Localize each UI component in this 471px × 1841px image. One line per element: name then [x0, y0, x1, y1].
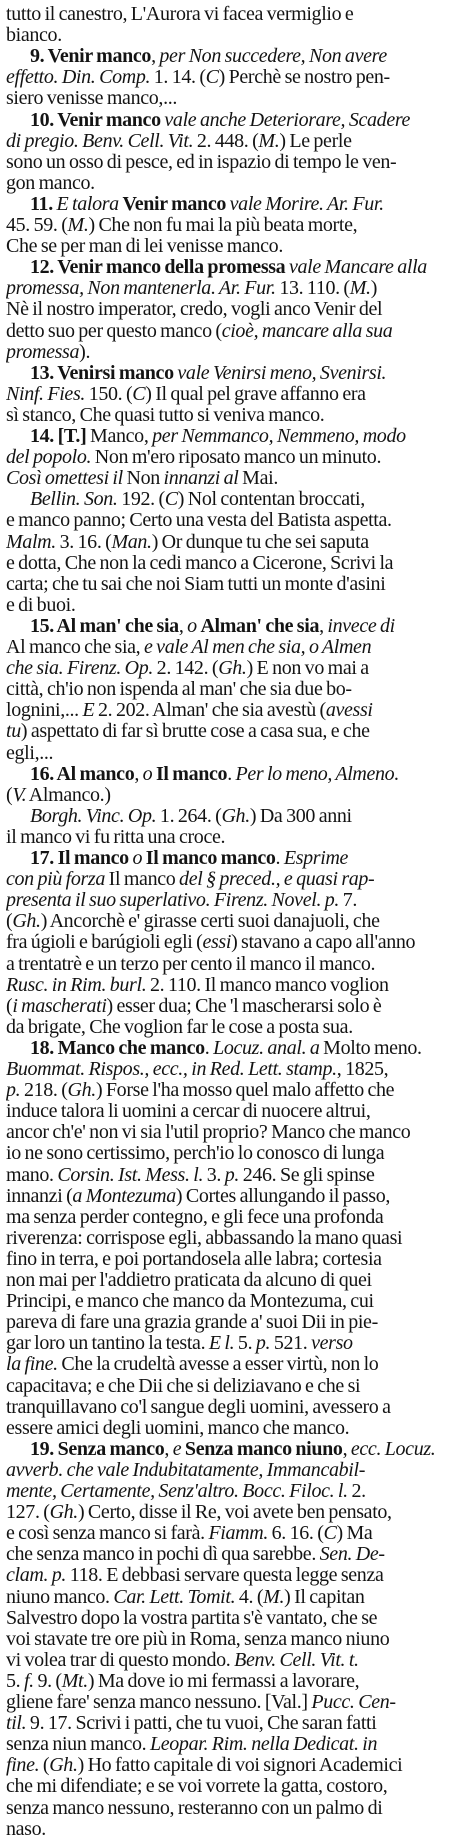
- italic-text: effetto. Din. Comp.: [6, 66, 151, 89]
- italic-text: promessa, Non mantenerla. Ar. Fur.: [6, 277, 276, 300]
- body-text: (: [6, 783, 13, 806]
- body-text: 5.: [6, 1669, 24, 1692]
- italic-text: E l.: [208, 1332, 235, 1355]
- body-text: Nè il nostro imperator, credo, vogli anco Venir del: [6, 298, 383, 321]
- entry-heading: Il manco: [155, 762, 228, 785]
- body-text: (: [39, 1754, 50, 1777]
- body-text: 4. (: [235, 1585, 264, 1608]
- body-text: (: [6, 994, 13, 1017]
- body-text: ) Certo, disse il Re, voi avete ben pensato,: [77, 1501, 392, 1524]
- italic-text: Rusc. in Rim. burl.: [6, 973, 147, 996]
- italic-text: Buommat. Rispos., ecc., in Red. Lett. stamp.: [6, 1058, 337, 1080]
- body-text: senza niun manco.: [6, 1733, 150, 1756]
- entry-heading: Il manco manco: [145, 847, 276, 869]
- body-text: Che se per man di lei venisse manco.: [6, 235, 283, 258]
- body-text: .: [275, 847, 284, 869]
- body-text: ) Che non fu mai la più beata morte,: [88, 214, 358, 236]
- italic-text: Gh.: [49, 1754, 78, 1777]
- italic-text: vale anche Deteriorare, Scadere: [164, 108, 411, 131]
- body-text: 13. 110. (: [275, 277, 350, 300]
- entry-heading: Venir manco: [122, 192, 226, 215]
- italic-text: Malm.: [6, 530, 56, 553]
- body-text: tutto il canestro, L'Aurora vi facea vermiglio e: [6, 3, 354, 25]
- body-text: non mai per l'addietro praticata da alcuno di quei: [6, 1269, 372, 1291]
- body-text: ,: [134, 762, 143, 785]
- italic-text: C: [164, 488, 178, 511]
- body-text: ) Ma: [336, 1522, 373, 1545]
- italic-text: Car. Lett. Tomit.: [113, 1585, 236, 1608]
- body-text: Il manco: [105, 868, 180, 891]
- body-text: Almanco.): [26, 783, 111, 806]
- entry-heading: 11.: [30, 192, 53, 215]
- body-text: ) Cortes allungando il passo,: [175, 1184, 391, 1207]
- italic-text: ecc. Locuz.: [350, 1437, 436, 1460]
- italic-text: promessa: [6, 340, 80, 363]
- body-text: ) Il qual pel grave affanno era: [145, 382, 366, 405]
- italic-text: essi: [202, 931, 232, 954]
- body-text: 2. 142. (: [153, 657, 219, 680]
- italic-text: M.: [258, 129, 280, 152]
- body-text: 2. 448. (: [193, 129, 259, 152]
- body-text: .: [204, 1036, 214, 1059]
- body-text: ) E non vo mai a: [246, 657, 369, 680]
- italic-text: Gh.: [67, 1079, 96, 1102]
- body-text: Che la crudeltà avesse a esser virtù, non lo: [57, 1353, 379, 1376]
- body-text: ) Ho fatto capitale di voi signori Academici: [77, 1754, 403, 1777]
- italic-text: p.: [224, 1163, 240, 1186]
- body-text: ) esser dua; Che 'l mascherarsi solo è: [106, 994, 382, 1017]
- body-text: 150. (: [85, 382, 133, 405]
- entry-heading: 10. Venir manco: [30, 108, 161, 131]
- body-text: ) Or dunque tu che sei saputa: [151, 530, 369, 553]
- body-text: capacitava; e che Dii che si deliziavano e che si: [6, 1374, 361, 1397]
- italic-text: f.: [23, 1669, 34, 1692]
- body-text: senza manco nessuno, resteranno con un palmo di: [6, 1796, 383, 1819]
- italic-text: a Montezuma: [72, 1184, 176, 1207]
- entry-heading: 13. Venirsi manco: [30, 361, 174, 384]
- italic-text: Locuz. anal. a: [213, 1036, 320, 1059]
- italic-text: M.: [349, 277, 371, 300]
- body-text: ) Ancorchè e' girasse certi suoi danajuoli, che: [40, 910, 380, 933]
- italic-text: o: [142, 762, 153, 785]
- body-text: sono un osso di pesce, ed in ispazio di tempo le ven-: [6, 150, 397, 173]
- body-text: gliene fare' senza manco nessuno. [Val.]: [6, 1691, 312, 1713]
- italic-text: M.: [67, 214, 89, 236]
- body-text: 521.: [270, 1332, 312, 1355]
- body-text: tranquillavano co'l sangue degli uomini, avessero a: [6, 1395, 391, 1418]
- italic-text: che sia. Firenz. Op.: [6, 657, 154, 680]
- body-text: ) stavano a capo all'anno: [231, 931, 416, 954]
- body-text: 127. (: [6, 1501, 50, 1524]
- italic-text: vale Morire. Ar. Fur.: [229, 192, 384, 215]
- italic-text: per: [159, 45, 186, 68]
- body-text: 218. (: [20, 1079, 68, 1102]
- italic-text: del popolo.: [6, 446, 92, 469]
- body-text: Non: [122, 467, 164, 490]
- body-text: fra úgioli e barúgioli egli (: [6, 931, 203, 954]
- body-text: innanzi (: [6, 1184, 73, 1207]
- italic-text: avverb. che vale Indubitatamente, Immancabil-: [6, 1458, 366, 1481]
- italic-text: avessi: [325, 699, 373, 722]
- italic-text: p.: [255, 1332, 271, 1355]
- italic-text: fine.: [6, 1754, 40, 1777]
- italic-text: Esprime: [283, 847, 349, 869]
- italic-text: E talora: [56, 192, 119, 215]
- body-text: 2. 110. Il manco manco voglion: [146, 973, 389, 996]
- dictionary-page: [0, 2, 471, 1838]
- body-text: sì stanco, Che quasi tutto si veniva manco.: [6, 403, 325, 426]
- body-text: Principi, e manco che manco da Montezuma, cui: [6, 1290, 374, 1313]
- body-text: ,: [151, 45, 160, 68]
- body-text: essere amici degli uomini, manco che manco.: [6, 1416, 350, 1439]
- body-text: ,: [178, 614, 188, 637]
- italic-text: Mt.: [61, 1669, 88, 1692]
- body-text: 3.: [203, 1163, 225, 1186]
- body-text: 45. 59. (: [6, 214, 68, 236]
- italic-text: per Nemmanco, Nemmeno, modo: [152, 425, 406, 447]
- body-text: ,: [319, 614, 328, 637]
- entry-heading: Senza manco niuno: [184, 1437, 343, 1460]
- italic-text: Sen. De-: [319, 1543, 385, 1566]
- italic-text: C: [132, 382, 146, 405]
- italic-text: Non succedere, Non avere: [188, 45, 387, 68]
- italic-text: Gh.: [221, 804, 250, 827]
- italic-text: o: [187, 614, 197, 637]
- italic-text: til.: [6, 1712, 27, 1735]
- italic-text: con più forza: [6, 868, 106, 891]
- body-text: 192. (: [117, 488, 165, 511]
- body-text: Manco,: [86, 425, 153, 447]
- italic-text: Fiamm.: [208, 1522, 268, 1545]
- body-text: Al manco che sia,: [6, 636, 144, 658]
- italic-text: Così omettesi il: [6, 467, 123, 490]
- body-text: 2.: [347, 1480, 366, 1502]
- body-text: ) Il capitan: [284, 1585, 365, 1608]
- body-text: riverenza: corrispose egli, abbassando la mano quasi: [6, 1226, 403, 1249]
- italic-text: e vale Al men che sia, o Almen: [143, 636, 372, 658]
- italic-text: Man.: [111, 530, 152, 553]
- entry-heading: Alman' che sia: [200, 614, 320, 637]
- body-text: vi volea trar di questo mondo.: [6, 1648, 235, 1671]
- italic-text: V.: [12, 783, 27, 806]
- body-text: da brigate, Che voglion far le cose a posta sua.: [6, 1015, 353, 1038]
- body-text: voi stavate tre ore più in Roma, senza manco niuno: [6, 1627, 390, 1650]
- italic-text: Bellin. Son.: [30, 488, 118, 511]
- italic-text: C: [205, 66, 219, 89]
- body-text: induce talora li uomini a cercar di nuocere altrui,: [6, 1100, 371, 1123]
- italic-text: e: [172, 1437, 182, 1460]
- italic-text: M.: [263, 1585, 285, 1608]
- body-text: ,: [342, 1437, 351, 1460]
- body-text: 7.: [339, 889, 358, 912]
- italic-text: Pucc. Cen-: [311, 1691, 396, 1713]
- italic-text: vale Venirsi meno, Svenirsi.: [177, 361, 387, 384]
- body-text: 6. 16. (: [268, 1522, 324, 1545]
- body-text: (: [6, 910, 13, 933]
- body-text: ancor ch'e' non vi sia l'util proprio? Manco che manco: [6, 1121, 411, 1144]
- body-text: 2. 202. Alman' che sia avestù (: [94, 699, 326, 722]
- italic-text: vale Mancare alla: [289, 256, 427, 279]
- body-text: e manco panno; Certo una vesta del Batista aspetta.: [6, 509, 392, 532]
- body-text: ,: [164, 1437, 173, 1460]
- body-text: Salvestro dopo la vostra partita s'è vantato, che se: [6, 1606, 378, 1629]
- italic-text: innanzi al: [163, 467, 239, 490]
- body-text: 5.: [234, 1332, 256, 1355]
- body-text: gon manco.: [6, 171, 95, 194]
- italic-text: clam. p.: [6, 1564, 67, 1587]
- italic-text: di pregio. Benv. Cell. Vit.: [6, 129, 194, 152]
- body-text: io ne sono certissimo, perch'io lo conosco di lunga: [6, 1142, 385, 1165]
- body-text: 246. Se gli spinse: [239, 1163, 375, 1186]
- body-text: ) Nol contentan broccati,: [177, 488, 365, 511]
- body-text: e così senza manco si farà.: [6, 1522, 209, 1545]
- entry-heading: 15. Al man' che sia: [30, 614, 179, 637]
- italic-text: p.: [6, 1079, 21, 1102]
- body-text: bianco.: [6, 24, 62, 47]
- body-text: detto suo per questo manco (: [6, 319, 222, 342]
- entry-heading: 18. Manco che manco: [30, 1036, 205, 1059]
- entry-heading: 14. [T.]: [30, 425, 87, 447]
- body-text: egli,...: [6, 741, 54, 764]
- body-text: ma senza perder contegno, e gli fece una profonda: [6, 1205, 384, 1228]
- italic-text: i mascherati: [12, 994, 107, 1017]
- italic-text: Per lo meno, Almeno.: [235, 762, 399, 785]
- italic-text: la fine.: [6, 1353, 58, 1376]
- body-text: mano.: [6, 1163, 58, 1186]
- italic-text: presenta il suo superlativo. Firenz. Novel. p.: [6, 889, 340, 912]
- entry-heading: 17. Il manco: [30, 847, 129, 869]
- body-text: fino in terra, e poi portandosela alle labra; cortesia: [6, 1247, 382, 1270]
- body-text: ) Perchè se nostro pen-: [218, 66, 390, 89]
- body-text: , 1825,: [336, 1058, 389, 1080]
- body-text: 1. 14. (: [150, 66, 206, 89]
- body-text: Mai.: [238, 467, 278, 490]
- text-line: [6, 1817, 464, 1841]
- entry-heading: 19. Senza manco: [30, 1437, 165, 1460]
- body-text: il manco vi fu ritta una croce.: [6, 825, 226, 848]
- body-text: 3. 16. (: [55, 530, 112, 553]
- body-text: Non m'ero riposato manco un minuto.: [91, 446, 382, 469]
- body-text: pareva di fare una grazia grande a' suoi Dii in pie-: [6, 1311, 378, 1334]
- italic-text: tu: [6, 720, 21, 743]
- body-text: Molto meno.: [319, 1036, 422, 1059]
- italic-text: Ninf. Fies.: [6, 382, 86, 405]
- entry-heading: 9. Venir manco: [30, 45, 152, 68]
- entry-heading: 12. Venir manco della promessa: [30, 256, 286, 279]
- italic-text: mente, Certamente, Senz'altro. Bocc. Filoc. l.: [6, 1480, 348, 1502]
- body-text: lognini,...: [6, 699, 83, 722]
- body-text: a trentatrè e un terzo per cento il manco il manco.: [6, 952, 376, 975]
- body-text: ) Le perle: [279, 129, 352, 152]
- italic-text: E: [82, 699, 95, 722]
- italic-text: Corsin. Ist. Mess. l.: [57, 1163, 204, 1186]
- body-text: ).: [79, 340, 91, 363]
- body-text: 118. E debbasi servare questa legge senza: [66, 1564, 384, 1587]
- italic-text: Gh.: [49, 1501, 78, 1524]
- body-text: e dotta, Che non la cedi manco a Cicerone, Scrivi la: [6, 551, 394, 574]
- body-text: che mi difendiate; e se voi vorrete la gatta, costoro,: [6, 1775, 388, 1798]
- italic-text: del § preced., e quasi rap-: [179, 868, 375, 891]
- italic-text: invece di: [327, 614, 395, 637]
- italic-text: Gh.: [218, 657, 247, 680]
- body-text: 1. 264. (: [156, 804, 222, 827]
- body-text: ): [370, 277, 378, 300]
- body-text: che senza manco in pochi dì qua sarebbe.: [6, 1543, 320, 1566]
- body-text: .: [227, 762, 236, 785]
- italic-text: C: [323, 1522, 337, 1545]
- italic-text: Leopar. Rim. nella Dedicat. in: [149, 1733, 378, 1756]
- italic-text: o: [132, 847, 143, 869]
- body-text: naso.: [6, 1817, 46, 1840]
- italic-text: verso: [311, 1332, 353, 1355]
- body-text: gar loro un tantino la testa.: [6, 1332, 209, 1355]
- body-text: 9. (: [33, 1669, 62, 1692]
- italic-text: Borgh. Vinc. Op.: [30, 804, 157, 827]
- body-text: niuno manco.: [6, 1585, 114, 1608]
- entry-heading: 16. Al manco: [30, 762, 135, 785]
- body-text: 9. 17. Scrivi i patti, che tu vuoi, Che saran fatti: [26, 1712, 377, 1735]
- body-text: carta; che tu sai che noi Siam tutti un monte d'asini: [6, 572, 386, 595]
- body-text: e di buoi.: [6, 593, 76, 616]
- body-text: siero venisse manco,...: [6, 87, 178, 110]
- italic-text: Gh.: [12, 910, 41, 933]
- body-text: ) aspettato di far sì brutte cose a casa sua, e che: [20, 720, 370, 743]
- body-text: ) Forse l'ha mosso quel malo affetto che: [95, 1079, 395, 1102]
- body-text: ) Da 300 anni: [249, 804, 352, 827]
- body-text: ) Ma dove io mi fermassi a lavorare,: [87, 1669, 360, 1692]
- italic-text: cioè, mancare alla sua: [221, 319, 393, 342]
- body-text: città, ch'io non ispenda al man' che sia due bo-: [6, 678, 352, 701]
- italic-text: Benv. Cell. Vit. t.: [234, 1648, 359, 1671]
